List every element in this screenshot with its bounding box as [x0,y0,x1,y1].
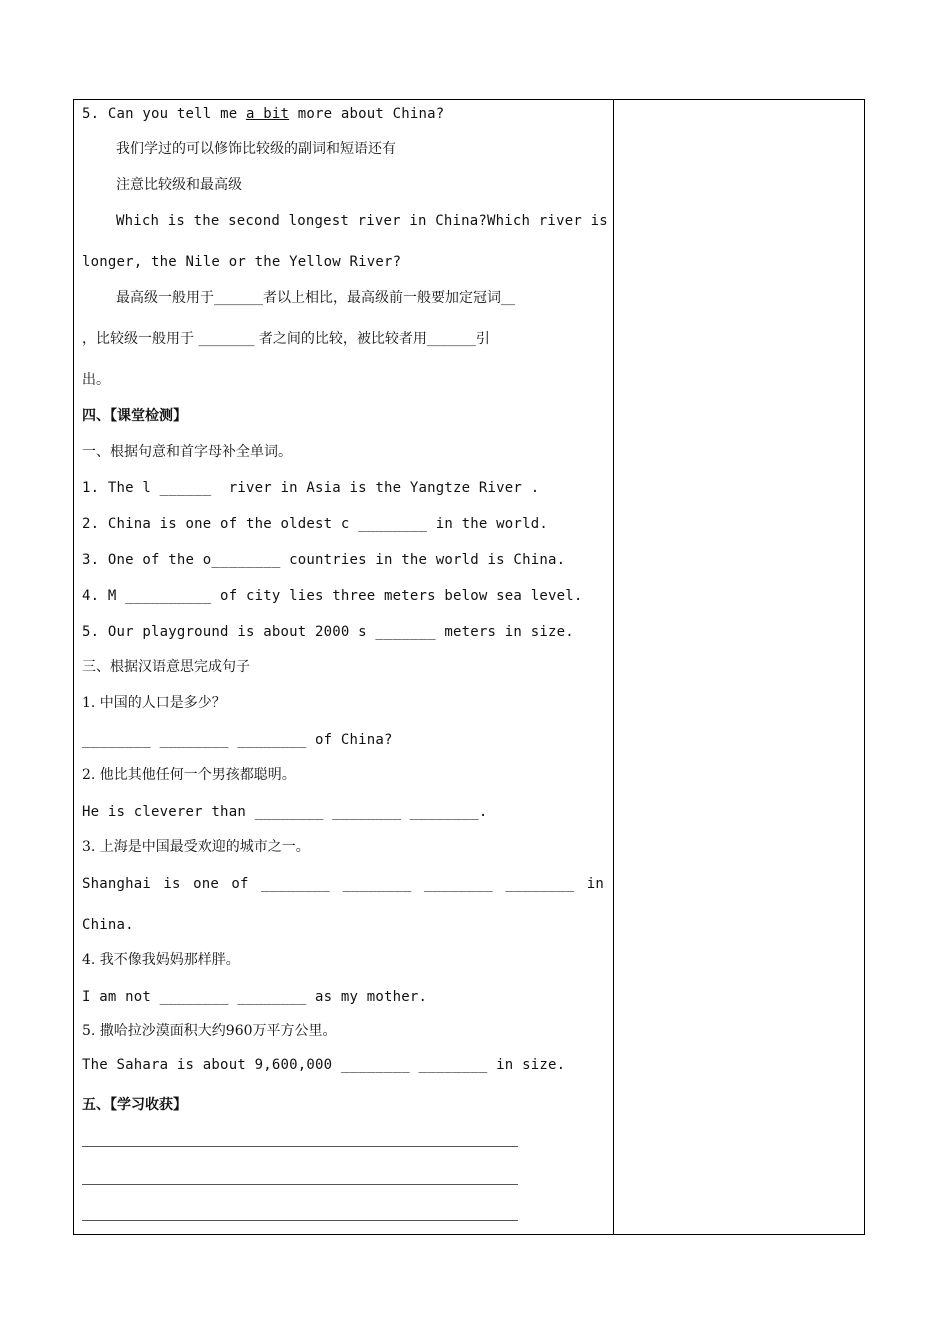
translate-2-cn: 2. 他比其他任何一个男孩都聪明。 [82,767,296,783]
example-line-1: Which is the second longest river in China?Which river is [116,213,608,229]
t3-word: Shanghai [82,876,152,892]
subsection-word-fill: 一、根据句意和首字母补全单词。 [82,444,292,460]
q5-suffix: more about China? [289,106,445,122]
answer-line [82,1184,518,1185]
rule-line-3: 出。 [82,372,110,388]
t3-blank: ________ [505,876,575,892]
t3-blank: ________ [342,876,412,892]
translate-4-cn: 4. 我不像我妈妈那样胖。 [82,952,240,968]
rule-line-1: 最高级一般用于_______者以上相比，最高级前一般要加定冠词__ [116,290,515,306]
translate-1-cn: 1. 中国的人口是多少？ [82,695,226,711]
translate-5-cn: 5. 撒哈拉沙漠面积大约960万平方公里。 [82,1023,337,1039]
question-5-line [82,104,444,124]
q5-prefix: 5. Can you tell [82,106,212,122]
q5-a-bit: a bit [245,106,290,122]
rule-line-2: ，比较级一般用于 ________ 者之间的比较，被比较者用_______引 [82,331,490,347]
t3-word: of [231,876,249,892]
q5-me: me [211,106,246,122]
fill-item-4: 4. M __________ of city lies three meters below sea level. [82,588,583,604]
fill-item-3: 3. One of the o________ countries in the world is China. [82,552,566,568]
translate-1-en: ________ ________ ________ of China? [82,732,393,748]
fill-item-1: 1. The l ______ river in Asia is the Yangtze River . [82,480,540,496]
note-comparative: 注意比较级和最高级 [116,177,242,193]
translate-5-en: The Sahara is about 9,600,000 ________ ________ in size. [82,1057,566,1073]
content-column [74,100,613,1234]
notes-column [614,100,864,1234]
subsection-translate: 三、根据汉语意思完成句子 [82,659,250,675]
fill-item-2: 2. China is one of the oldest c ________ in the world. [82,516,548,532]
answer-line [82,1220,518,1221]
note-adverbs: 我们学过的可以修饰比较级的副词和短语还有 [116,141,396,157]
t3-word: is [163,876,181,892]
example-line-2: longer, the Nile or the Yellow River? [82,254,402,270]
translate-3-en-end: China. [82,917,134,933]
translate-3-cn: 3. 上海是中国最受欢迎的城市之一。 [82,839,310,855]
section-check-heading: 四、【课堂检测】 [82,408,187,424]
t3-blank: ________ [261,876,331,892]
lesson-table [73,99,865,1235]
t3-word: one [193,876,219,892]
t3-blank: ________ [423,876,493,892]
fill-item-5: 5. Our playground is about 2000 s _______ meters in size. [82,624,574,640]
translate-2-en: He is cleverer than ________ ________ ________. [82,804,488,820]
section-harvest-heading: 五、【学习收获】 [82,1097,187,1113]
answer-line [82,1146,518,1147]
translate-3-en [82,874,604,894]
translate-4-en: I am not ________ ________ as my mother. [82,989,428,1005]
t3-word: in [586,876,604,892]
